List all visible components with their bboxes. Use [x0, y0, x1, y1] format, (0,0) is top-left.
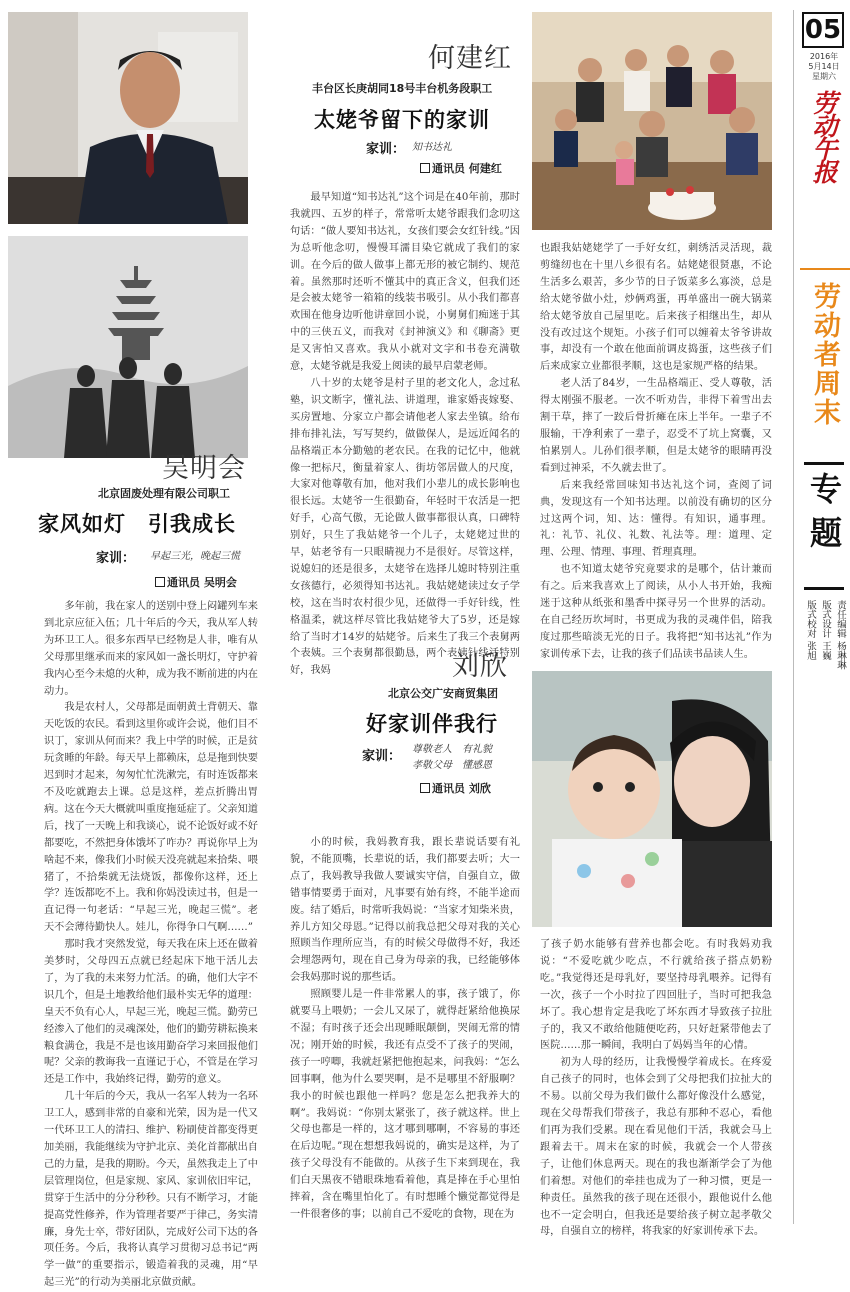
author-name-liu: 刘欣: [452, 651, 508, 682]
byline-text-liu: 通讯员 刘欣: [432, 782, 491, 795]
motto-label-he: 家训：: [366, 142, 406, 157]
credit-editor: 责任编辑 杨琳琳: [835, 600, 846, 670]
paragraph: 那时我才突然发觉，每天我在床上还在做着美梦时，父母四五点就已经起床下地干活儿去了，为了我的未来努力忙活。的确，他们大字不识几个，但是土地教给他们最朴实无华的道理：皇天不负有心人，早起三光，晚起三慌。勤劳已经渗入了他们的灵魂深处，他们的勤劳耕耘换来粮食满仓，我是不是也该用勤奋学习来回报他们呢？父亲的教诲我一直谨记于心，不管是在学习还是工作中，我始终记得，勤劳的意义。: [44, 939, 258, 1086]
sidebar-rule: [793, 10, 794, 1224]
author-unit-wu: 北京固废处理有限公司职工: [98, 487, 230, 500]
portrait-photo-wu: [8, 12, 248, 224]
body-he-col2: [540, 241, 772, 664]
byline-wu: [155, 574, 237, 590]
special-label: 专题: [805, 472, 843, 560]
body-liu-col2: [540, 937, 772, 1241]
headline-wu: 家风如灯 引我成长: [38, 512, 236, 536]
family-illustration: [532, 12, 772, 230]
paragraph: 了孩子奶水能够有营养也都会吃。有时我妈劝我说：“不爱吃就少吃点，不行就给孩子搭点奶粉吃。”我觉得还是母乳好，要坚持母乳喂养。记得有一次，孩子一个小时拉了四回肚子，当时可把我急坏了。我心想肯定是我吃了坏东西才导致孩子拉肚子的，我又不敢给他随便吃药，只好赶紧带他去了医院……那一瞬间，我明白了妈妈当年的心情。: [540, 939, 772, 1052]
paragraph: 我是农村人，父母都是面朝黄土背朝天、靠天吃饭的农民。看到这里你或许会说，他们目不识丁，家训从何而来？我上中学的时候，正是贫玩贪睡的年龄。每天早上都赖床，总是拖到快要迟到时才起来，匆匆忙忙洗漱完，有时连饭都来不及吃就跑去上课。总是这样，差点折腾出胃病。这在今天大概就叫重度拖延症了。父亲知道后，找了一天晚上和我谈心，说不论饭好或不好都要吃，不然把身体饿坏了咋办？再说你早上为啥起不来，像我们小时候天没亮就起来拾柴、喂猪了，不拾柴就无法烧饭，都像你这样，还上学？连饭都吃不上。我和你妈没读过书，但是一直记得一句老话：“早起三光，晚起三慌”。老天不会薄待勤快人。娃儿，你得争口气啊……”: [44, 702, 258, 934]
motto-label-liu: 家训：: [362, 749, 402, 764]
paragraph: 多年前，我在家人的送别中登上闷罐列车来到北京应征入伍；几十年后的今天，我从军人转为环卫工人。很多东西早已经物是人非，唯有从父母那里继承而来的家风如一盏长明灯，守护着我内心至今未熄的火种，成为我不断前进的内在动力。: [44, 601, 258, 697]
paragraph: 几十年后的今天，我从一名军人转为一名环卫工人，感到非常的自豪和光荣，因为是一代又一代环卫工人的清扫、维护、粉刷使首都变得更加美丽，我能继续为守护北京、美化首都献出自己的力量，是我的期盼。今天，虽然我走上了中层管理岗位，但是家规、家风、家训依旧牢记，贯穿于生活中的分分秒秒。只有不断学习，才能提高党性修养，作为管理者要严于律己，务实清廉，身先士卒，带好团队，完成好公司下达的各项任务。今后，我将认真学习贯彻习总书记“两学一做”的重要指示，锻造着我的灵魂，用“早起三光”的行动为美丽北京做贡献。: [44, 1091, 258, 1289]
author-unit-he: 丰台区长庚胡同18号丰台机务段职工: [312, 82, 493, 95]
masthead-sidebar: [800, 0, 850, 1234]
body-liu-col1: [290, 835, 520, 1224]
byline-box-icon: [155, 577, 165, 587]
credits: [804, 600, 847, 720]
author-name-wu: 吴明会: [162, 453, 246, 484]
paragraph: 老人活了84岁，一生品格端正、受人尊敬，活得太刚强不服老。一次不听劝告，非得下着雪出去割干草，摔了一跤后骨折瘫在床上半年。一辈子不服输，干净利索了一辈子，忍受不了坑上窝囊，又怕累别人。儿孙们很孝顺，但是太姥爷的眼睛再没看到过神采，不久就去世了。: [540, 378, 772, 474]
page-number: 05: [802, 12, 844, 48]
headline-liu: 好家训伴我行: [366, 712, 498, 736]
motto-liu-line2: 孝敬父母 懂感恩: [412, 760, 492, 771]
historic-illustration: [8, 236, 248, 458]
body-wu: [44, 599, 258, 1292]
issue-date: 2016年 5月14日 星期六: [808, 52, 840, 81]
section-title: 劳动者周末: [809, 282, 840, 427]
paragraph: 小的时候，我妈教育我，跟长辈说话要有礼貌，不能顶嘴，长辈说的话，我们都要去听；大一点了，我妈教导我做人要诚实守信，自强自立，做错事情要勇于面对，凡事要有始有终，不能半途而废。结了婚后，时常听我妈说：“当家才知柴米贵，养儿方知父母恩。”记得以前我总把父母对我的关心照顾当作理所应当，有的时候父母做得不好，我还会埋怨两句，现在自己身为母亲的我，已经能够体会我妈那时说的那些话。: [290, 837, 520, 984]
paragraph: 最早知道“知书达礼”这个词是在40年前，那时我就四、五岁的样子，常常听太姥爷跟我们念叨这句话：“做人要知书达礼，女孩们要会女红针线。”因为总听他念叨，慢慢耳濡目染它就成了我们的家训。在今后的做人做事上都无形的被它制约、规范着。虽然那时还听不懂其中的真正含义，但我们还是会被太姥爷一箱箱的线装书吸引。从小我们都喜欢围在他身边听他讲章回小说，小舅舅们痴迷于其中的三侠五义，而我对《封神演义》和《聊斋》更是又害怕又喜欢。我从小就对文字和书卷充满敬意，太姥爷就是我爱上阅读的最早启蒙老师。: [290, 192, 520, 373]
paragraph: 初为人母的经历，让我慢慢学着成长。在疼爱自己孩子的同时，也体会到了父母把我们拉扯大的不易。以前父母为我们做什么都好像没什么感觉，现在父母帮我们带孩子，我总有那种不忍心，看他们再为我们受累。现在看见他们干活，我就会马上跟着去干。周末在家的时候，我就会一个人带孩子，让他们休息两天。现在的我也渐渐学会了为他们着想。对他们的牵挂也成为了一种习惯，更是一种责任。虽然我的孩子现在还很小，跟他说什么他也不一定会明白，但我还是要给孩子树立起孝敬父母，自强自立的榜样，将我家的好家训传承下去。: [540, 1057, 772, 1238]
body-he-col1: [290, 190, 520, 680]
paragraph: 也不知道太姥爷究竟要求的是哪个，估计兼而有之。后来我喜欢上了阅读，从小人书开始，我痴迷于这种从纸张和墨香中探寻另一个世界的活动。在自己经历坎坷时，书更成为我的灵魂伴侣，陪我度过那些暗淡无光的日子。我将把“知书达礼”作为家训传承下去，让我的孩子们品读书品读人生。: [540, 564, 772, 660]
mother-child-illustration: [532, 671, 772, 927]
motto-liu-line1: 尊敬老人 有礼貌: [412, 744, 492, 755]
byline-box-icon: [420, 163, 430, 173]
paragraph: 后来我经常回味知书达礼这个词，查阅了词典，发现这有一个知书达理。以前没有确切的区分过这两个词，知、达：懂得。有知识，通事理。礼：礼节、礼仪、礼数、礼法等。理：道理、定理、公理、情理、事理、哲理真理。: [540, 479, 772, 559]
paragraph: 八十岁的太姥爷是村子里的老文化人，念过私塾，识文断字，懂礼法、讲道理，谁家婚丧嫁娶、买房置地、分家立户都会请他老人家去坐镇。给布排布排礼法，写写契约，做做保人，是远近闻名的品格端正本分勤勉的老农民。在我的记忆中，他就像一把标尺，衡量着家人、街坊邻居做人的尺度，大家对他尊敬有加，他对我们小辈儿的成长影响也很长远。太姥爷一生很勤奋，年轻时干农活是一把好手，心高气傲，无论做人做事都很认真，口碑特别好，只生了我姑姥爷一个儿子，太姥姥过世的早，姑老爷有一只眼睛视力不是很好。尽管这样，说媳妇的还是很多，太姥爷在选择儿媳时特别注重女孩德行，必须得知书达礼。我姑姥姥读过女子学校，这在当时农村很少见，还做得一手好针线，性格温柔，就这样尽管比我姑姥爷大了5岁，还是嫁给了当时才14岁的姑姥爷。后来生了我三个表舅两个表姨。三个表舅都很勤恳，两个表姨针线活特别好，我妈: [290, 377, 520, 677]
historic-photo-wu: [8, 236, 248, 458]
family-photo-he: [532, 12, 772, 230]
byline-liu: [420, 780, 491, 796]
byline-text-wu: 通讯员 吴明会: [167, 576, 237, 589]
orange-divider: [800, 268, 850, 270]
author-name-he: 何建红: [428, 43, 512, 74]
headline-he: 太姥爷留下的家训: [314, 108, 490, 132]
motto-label-wu: 家训：: [96, 551, 136, 566]
paragraph: 也跟我姑姥姥学了一手好女红，刺绣活灵活现，裁剪缝纫也在十里八乡很有名。姑姥姥很贤惠，不论生活多么艰苦，多少节的日子饭菜多么寡淡，总是给太姥爷做小灶，炒俩鸡蛋，再单盛出一碗大锅菜给太姥爷放自己屋里吃。后来孩子相继出生，却从没有改过这个规矩。小孩子们可以缠着太爷爷讲故事，却没有一个敢在他面前调皮捣蛋，这些孩子们后来成家立业都很孝顺，这也是家规严格的结果。: [540, 243, 772, 373]
credit-designer: 版式设计 王巍: [820, 600, 831, 661]
byline-text-he: 通讯员 何建红: [432, 162, 502, 175]
newspaper-logo: 劳动午报: [809, 90, 838, 182]
portrait-illustration: [8, 12, 248, 224]
motto-he: 知书达礼: [412, 142, 452, 153]
author-unit-liu: 北京公交广安商贸集团: [388, 687, 498, 700]
byline-box-icon: [420, 783, 430, 793]
paragraph: 照顾婴儿是一件非常累人的事，孩子饿了，你就要马上喂奶；一会儿又尿了，就得赶紧给他换尿不湿；有时孩子还会出现睡眠颠倒，哭闹无常的情况；刚开始的时候，我还有点受不了孩子的哭闹，孩子一哼唧，我就赶紧把他抱起来，问我妈：“怎么回事啊，他为什么要哭啊，是不是哪里不舒服啊？我小的时候也跟他一样吗？您是怎么把我养大的啊”。我妈说：“你别太紧张了，孩子就这样。世上父母也都是一样的，这才哪到哪啊，不容易的事还在后边呢。”现在想想我妈说的，确实是这样，为了孩子父母没有不能做的。从孩子生下来到现在，我们白天黑夜不错眼珠地看着他，真是捧在手心里怕摔着，含在嘴里怕化了。有时想睡个懒觉都觉得是一件很奢侈的事；以前自己不爱吃的食物，现在为: [290, 989, 520, 1220]
byline-he: [420, 160, 502, 176]
motto-wu: 早起三光，晚起三慌: [150, 551, 240, 562]
credit-proofreader: 版式校对 张旭: [805, 600, 816, 661]
mother-child-photo-liu: [532, 671, 772, 927]
